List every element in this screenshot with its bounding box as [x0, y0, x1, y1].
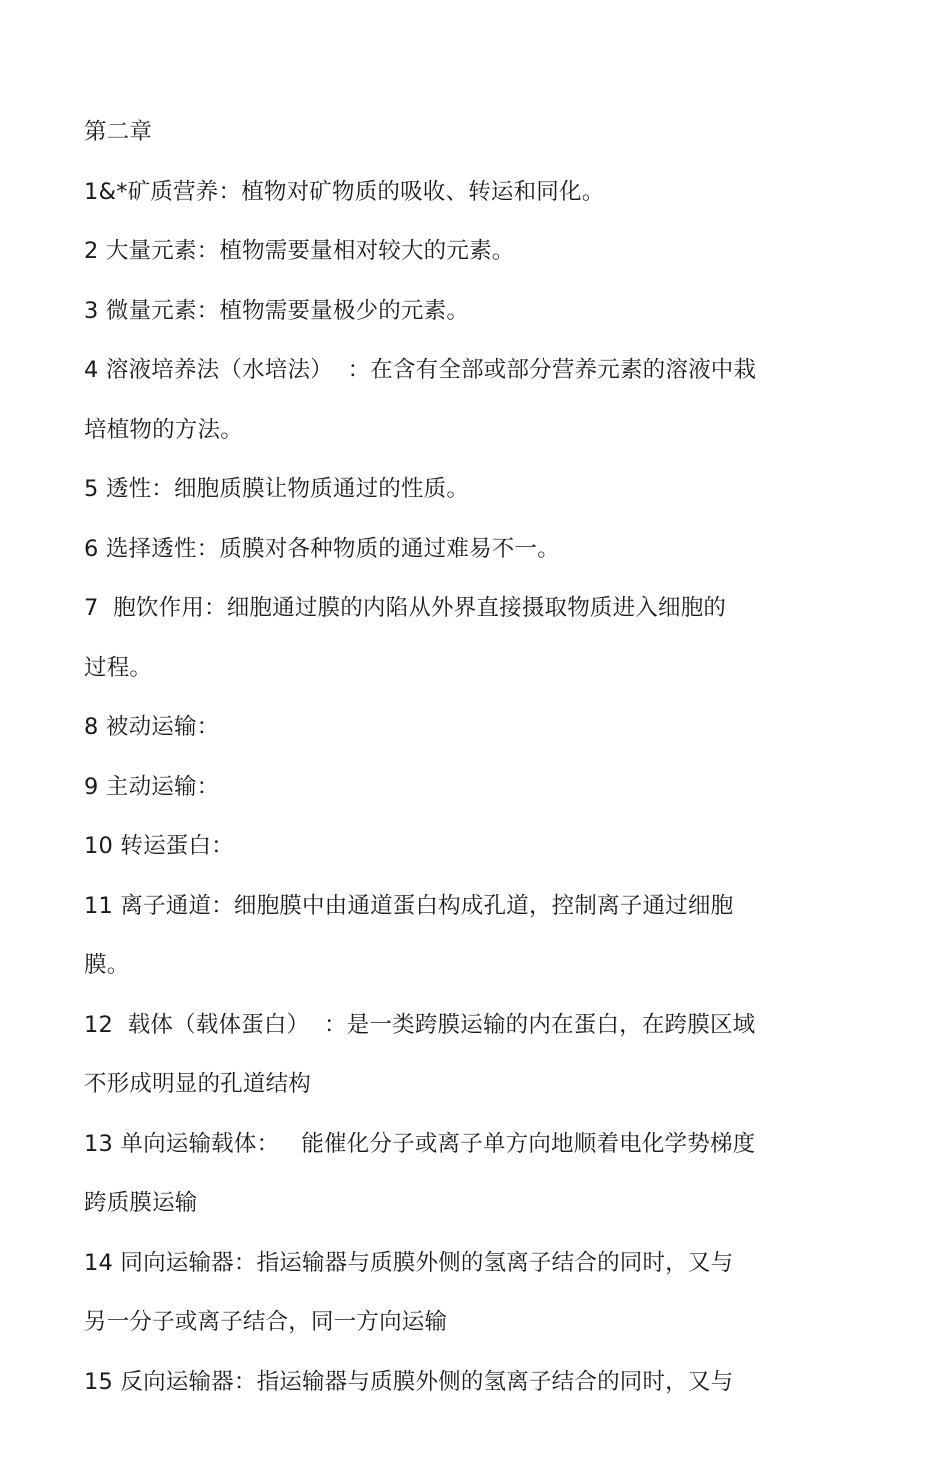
text-line: 10 转运蛋白： [84, 833, 234, 859]
text-line: 11 离子通道：细胞膜中由通道蛋白构成孔道，控制离子通过细胞 [84, 892, 734, 919]
text-line: 2 大量元素：植物需要量相对较大的元素。 [84, 238, 515, 264]
text-line: 6 选择透性：质膜对各种物质的通过难易不一。 [84, 535, 560, 562]
text-line: 过程。 [84, 654, 153, 681]
text-line: 跨质膜运输 [84, 1190, 198, 1216]
text-line: 5 透性：细胞质膜让物质通过的性质。 [84, 476, 470, 502]
text-line: 培植物的方法。 [84, 416, 243, 443]
text-line: 膜。 [84, 952, 130, 978]
text-line: 9 主动运输： [84, 773, 220, 800]
text-line: 12 载体（载体蛋白） ：是一类跨膜运输的内在蛋白，在跨膜区域 [84, 1011, 756, 1038]
document-body [84, 103, 844, 1412]
text-line: 15 反向运输器：指运输器与质膜外侧的氢离子结合的同时，又与 [84, 1368, 734, 1395]
text-line: 8 被动运输： [84, 714, 220, 740]
text-line: 7 胞饮作用：细胞通过膜的内陷从外界直接摄取物质进入细胞的 [84, 595, 727, 621]
text-line: 4 溶液培养法（水培法） ：在含有全部或部分营养元素的溶液中栽 [84, 357, 757, 383]
text-line: 13 单向运输载体： 能催化分子或离子单方向地顺着电化学势梯度 [84, 1130, 756, 1157]
chapter-heading: 第二章 [84, 119, 153, 145]
text-line: 不形成明显的孔道结构 [84, 1071, 312, 1097]
text-line: 另一分子或离子结合，同一方向运输 [84, 1309, 448, 1335]
text-line: 3 微量元素：植物需要量极少的元素。 [84, 297, 470, 324]
text-line: 14 同向运输器：指运输器与质膜外侧的氢离子结合的同时，又与 [84, 1249, 734, 1276]
text-line: 1&*矿质营养：植物对矿物质的吸收、转运和同化。 [84, 178, 605, 205]
